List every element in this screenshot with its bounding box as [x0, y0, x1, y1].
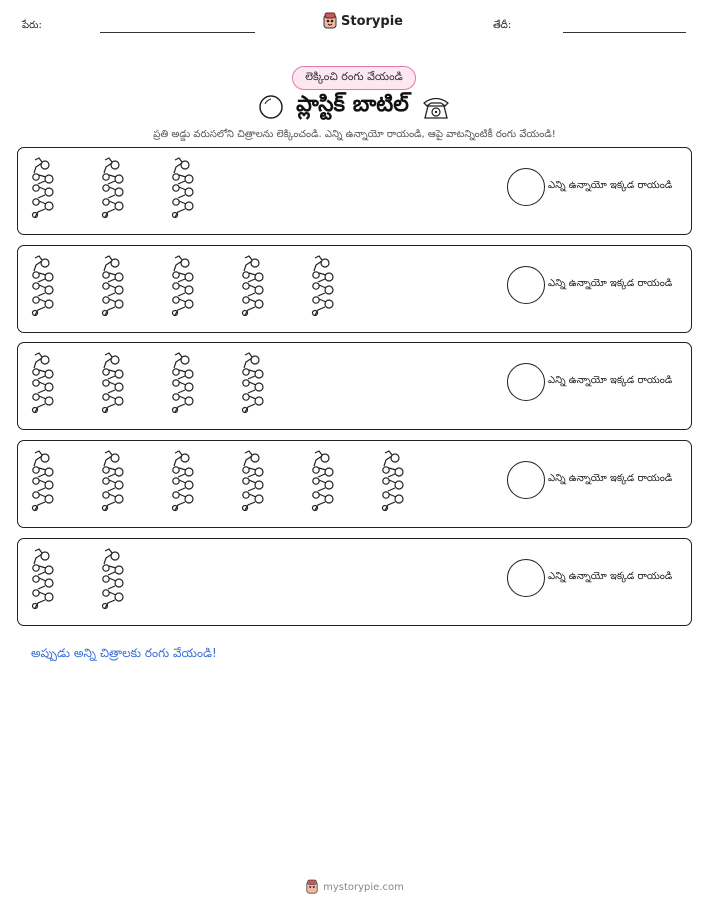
plastic-bottle-image[interactable] [30, 450, 56, 512]
answer-circle[interactable] [507, 363, 545, 401]
counting-row [17, 342, 692, 430]
footer-url: mystorypie.com [323, 881, 404, 893]
storypie-footer-icon [305, 879, 319, 895]
plastic-bottle-image[interactable] [240, 450, 266, 512]
counting-row [17, 440, 692, 528]
plastic-bottle-image[interactable] [170, 255, 196, 317]
plastic-bottle-image[interactable] [170, 352, 196, 414]
bubble-icon [258, 94, 284, 120]
counting-row [17, 147, 692, 235]
answer-prompt: ఎన్ని ఉన్నాయో ఇక్కడ రాయండి [548, 473, 673, 484]
answer-prompt: ఎన్ని ఉన్నాయో ఇక్కడ రాయండి [548, 375, 673, 386]
date-label: తేదీ: [493, 20, 512, 31]
answer-circle[interactable] [507, 559, 545, 597]
plastic-bottle-image[interactable] [30, 157, 56, 219]
page-title: ప్లాస్టిక్ బాటిల్ [296, 92, 409, 117]
plastic-bottle-image[interactable] [310, 450, 336, 512]
answer-circle[interactable] [507, 461, 545, 499]
answer-circle[interactable] [507, 266, 545, 304]
plastic-bottle-image[interactable] [30, 352, 56, 414]
plastic-bottle-image[interactable] [100, 450, 126, 512]
footer-note: అప్పుడు అన్ని చిత్రాలకు రంగు వేయండి! [31, 646, 217, 660]
storypie-mascot-icon [322, 12, 338, 30]
answer-prompt: ఎన్ని ఉన్నాయో ఇక్కడ రాయండి [548, 571, 673, 582]
telephone-icon [421, 94, 451, 120]
answer-prompt: ఎన్ని ఉన్నాయో ఇక్కడ రాయండి [548, 180, 673, 191]
plastic-bottle-image[interactable] [310, 255, 336, 317]
name-label: పేరు: [22, 20, 42, 31]
counting-row [17, 538, 692, 626]
answer-prompt: ఎన్ని ఉన్నాయో ఇక్కడ రాయండి [548, 278, 673, 289]
plastic-bottle-image[interactable] [240, 255, 266, 317]
plastic-bottle-image[interactable] [100, 352, 126, 414]
plastic-bottle-image[interactable] [100, 157, 126, 219]
answer-circle[interactable] [507, 168, 545, 206]
plastic-bottle-image[interactable] [30, 548, 56, 610]
title-row [0, 92, 709, 122]
plastic-bottle-image[interactable] [100, 255, 126, 317]
activity-badge: లెక్కించి రంగు వేయండి [292, 66, 416, 90]
counting-row [17, 245, 692, 333]
plastic-bottle-image[interactable] [170, 450, 196, 512]
name-line [100, 32, 255, 33]
plastic-bottle-image[interactable] [100, 548, 126, 610]
brand-name: Storypie [341, 13, 403, 29]
plastic-bottle-image[interactable] [30, 255, 56, 317]
worksheet-header [0, 0, 709, 40]
storypie-logo [322, 12, 403, 30]
date-line [563, 32, 686, 33]
plastic-bottle-image[interactable] [170, 157, 196, 219]
plastic-bottle-image[interactable] [240, 352, 266, 414]
plastic-bottle-image[interactable] [380, 450, 406, 512]
footer [0, 879, 709, 895]
instructions: ప్రతి అడ్డు వరుసలోని చిత్రాలను లెక్కించండి. ఎన్ని ఉన్నాయో రాయండి, ఆపై వాటన్నింటికీ రంగు వేయండి! [153, 129, 556, 140]
